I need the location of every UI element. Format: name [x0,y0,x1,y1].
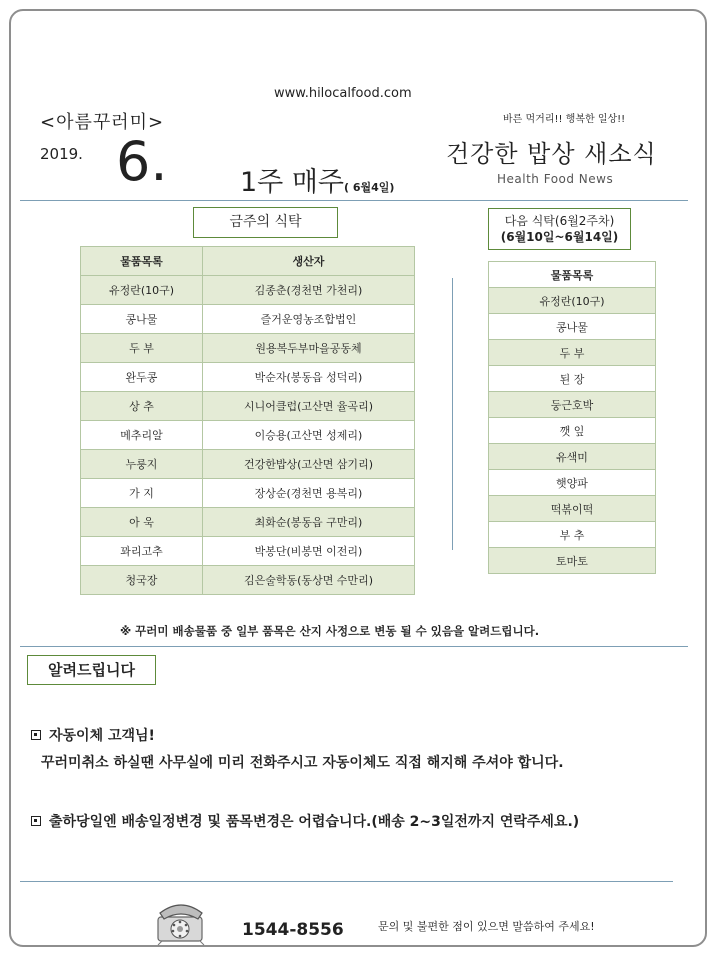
producer-cell: 즐거운영농조합법인 [203,305,415,334]
item-name-cell: 메추리알 [81,421,203,450]
issue-year: 2019. [40,145,83,163]
table-row [81,537,415,566]
announcement-1-title [31,725,155,745]
column-header: 물품목록 [489,262,656,288]
table-row [81,392,415,421]
producer-cell: 김은술학동(동상면 수만리) [203,566,415,595]
checkbox-square-icon [31,816,41,826]
item-name-cell: 부 추 [489,522,656,548]
week-date: ( 6월4일) [344,181,395,194]
this-week-table [80,246,415,595]
producer-cell: 이승용(고산면 성제리) [203,421,415,450]
checkbox-square-icon [31,730,41,740]
table-row [489,314,656,340]
item-name-cell: 두 부 [81,334,203,363]
header-divider [20,200,688,201]
producer-cell: 박봉단(비봉면 이전리) [203,537,415,566]
item-name-cell: 떡볶이떡 [489,496,656,522]
item-name-cell: 아 욱 [81,508,203,537]
next-week-title-box [488,208,631,250]
week-title [240,160,394,199]
table-row [489,366,656,392]
item-name-cell: 상 추 [81,392,203,421]
item-name-cell: 완두콩 [81,363,203,392]
issue-month: 6. [116,130,168,193]
producer-cell: 시니어클럽(고산면 율곡리) [203,392,415,421]
producer-cell: 김종춘(경천면 가천리) [203,276,415,305]
slogan: 바른 먹거리!! 행복한 일상!! [503,114,626,125]
table-row [489,470,656,496]
table-row [81,479,415,508]
contact-phone: 1544-8556 [242,920,344,940]
notice-divider [20,646,688,647]
item-name-cell: 햇양파 [489,470,656,496]
table-row [489,288,656,314]
table-row [81,363,415,392]
table-row [81,421,415,450]
announcement-2 [31,811,579,831]
item-name-cell: 꽈리고추 [81,537,203,566]
announcement-1-title-text: 자동이체 고객님! [49,728,155,744]
next-week-title: 다음 식탁(6월2주차) [504,214,615,228]
announcements-title: 알려드립니다 [27,655,156,685]
item-name-cell: 가 지 [81,479,203,508]
item-name-cell: 토마토 [489,548,656,574]
item-name-cell: 콩나물 [81,305,203,334]
table-row [489,418,656,444]
this-week-title: 금주의 식탁 [193,207,338,238]
footer-divider [20,881,673,882]
item-name-cell: 청국장 [81,566,203,595]
producer-cell: 원용복두부마을공동체 [203,334,415,363]
producer-cell: 박순자(봉동읍 성덕리) [203,363,415,392]
table-row [81,334,415,363]
table-row [81,450,415,479]
table-row [489,496,656,522]
website-url: www.hilocalfood.com [274,86,412,101]
table-row [81,566,415,595]
producer-cell: 장상순(경천면 용복리) [203,479,415,508]
next-week-table [488,261,656,574]
column-header: 물품목록 [81,247,203,276]
item-name-cell: 유정란(10구) [489,288,656,314]
item-name-cell: 된 장 [489,366,656,392]
brand-name: <아름꾸러미> [40,112,165,133]
table-row [489,340,656,366]
week-title-text: 1주 매주 [240,167,345,198]
item-name-cell: 둥근호박 [489,392,656,418]
table-header-row [489,262,656,288]
item-name-cell: 유색미 [489,444,656,470]
table-row [489,392,656,418]
column-divider [452,278,453,550]
column-header: 생산자 [203,247,415,276]
table-row [489,444,656,470]
announcement-2-text: 출하당일엔 배송일정변경 및 품목변경은 어렵습니다.(배송 2~3일전까지 연락주세요.) [49,814,580,830]
item-name-cell: 유정란(10구) [81,276,203,305]
table-row [81,508,415,537]
table-row [81,276,415,305]
item-name-cell: 콩나물 [489,314,656,340]
telephone-icon [154,893,208,947]
table-header-row [81,247,415,276]
item-name-cell: 깻 잎 [489,418,656,444]
next-week-dates: (6월10일~6월14일) [500,230,619,244]
item-name-cell: 누룽지 [81,450,203,479]
producer-cell: 최화순(봉동읍 구만리) [203,508,415,537]
footer-message: 문의 및 불편한 점이 있으면 말씀하여 주세요! [378,920,595,933]
producer-cell: 건강한밥상(고산면 삼기리) [203,450,415,479]
item-name-cell: 두 부 [489,340,656,366]
newsletter-headline: 건강한 밥상 새소식 [446,140,657,168]
table-row [489,548,656,574]
announcement-1-body: 꾸러미취소 하실땐 사무실에 미리 전화주시고 자동이체도 직접 해지해 주셔야 합니다. [41,755,564,771]
substitution-notice: ※ 꾸러미 배송물품 중 일부 품목은 산지 사정으로 변동 될 수 있음을 알려드립니다. [120,624,540,638]
table-row [489,522,656,548]
table-row [81,305,415,334]
newsletter-subheadline: Health Food News [497,172,614,186]
